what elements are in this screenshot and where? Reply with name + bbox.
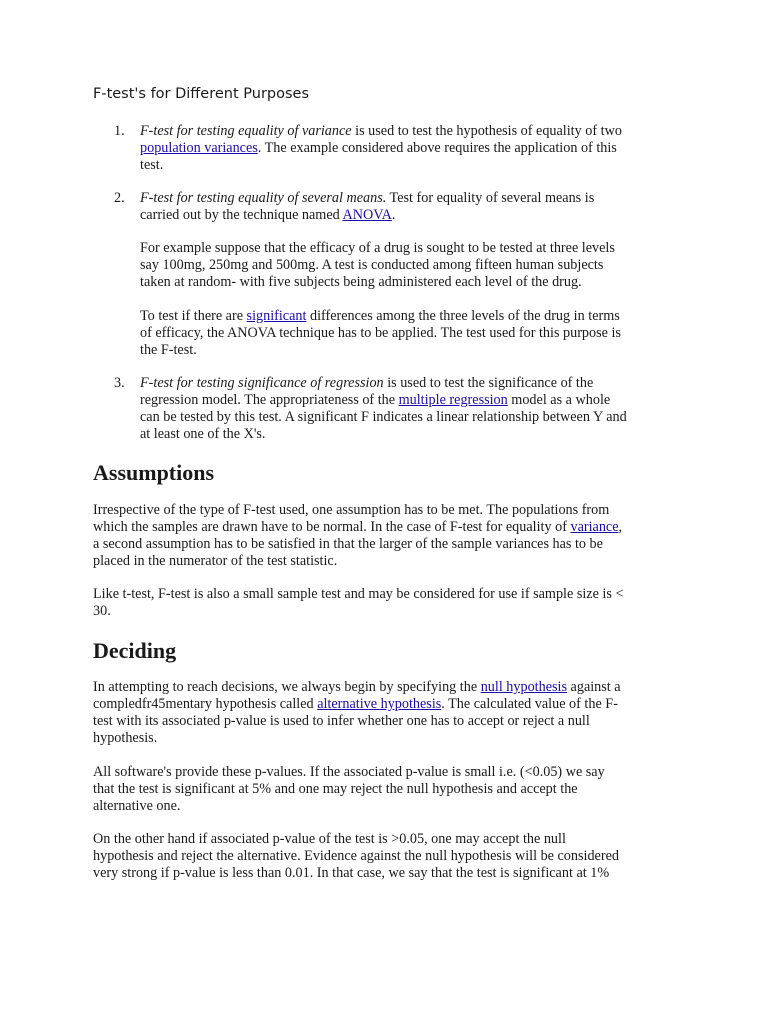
text-run: placed in the numerator of the test statistic. bbox=[93, 553, 338, 569]
italic-term: F-test for testing significance of regression bbox=[140, 375, 384, 391]
list-number: 3. bbox=[114, 375, 125, 391]
text-run: taken at random- with five subjects being administered each level of the drug. bbox=[140, 274, 582, 290]
text-run: 30. bbox=[93, 603, 111, 619]
text-run: a second assumption has to be satisfied in that the larger of the sample variances has to be bbox=[93, 536, 603, 552]
text-run: model as a whole bbox=[507, 392, 611, 408]
text-run: can be tested by this test. A significant F indicates a linear relationship between Y and bbox=[140, 409, 627, 425]
text-run: In attempting to reach decisions, we always begin by specifying the bbox=[93, 679, 481, 695]
text-run: the F-test. bbox=[140, 342, 197, 358]
italic-term: F-test for testing equality of variance bbox=[140, 123, 352, 139]
hyperlink[interactable]: multiple regression bbox=[398, 392, 508, 408]
text-run: test. bbox=[140, 157, 164, 173]
text-run: hypothesis and reject the alternative. Evidence against the null hypothesis will be considered bbox=[93, 848, 619, 864]
hyperlink[interactable]: null hypothesis bbox=[480, 679, 567, 695]
section-heading-deciding: Deciding bbox=[93, 638, 177, 663]
text-line bbox=[93, 586, 683, 603]
text-line bbox=[140, 426, 680, 443]
text-line bbox=[93, 696, 683, 713]
text-run: test with its associated p-value is used to infer whether one has to accept or reject a null bbox=[93, 713, 590, 729]
body-paragraph bbox=[93, 679, 683, 747]
text-line bbox=[93, 502, 683, 519]
text-line bbox=[140, 409, 680, 426]
document-heading: F-test's for Different Purposes bbox=[93, 86, 310, 102]
text-line bbox=[140, 375, 680, 392]
text-run: On the other hand if associated p-value of the test is >0.05, one may accept the null bbox=[93, 831, 566, 847]
text-run: Irrespective of the type of F-test used, one assumption has to be met. The populations from bbox=[93, 502, 610, 518]
list-number: 2. bbox=[114, 190, 125, 206]
text-run: Test for equality of several means is bbox=[386, 190, 595, 206]
text-run: Like t-test, F-test is also a small sample test and may be considered for use if sample size is < bbox=[93, 586, 624, 602]
text-line bbox=[140, 207, 680, 224]
body-paragraph bbox=[93, 764, 683, 815]
text-run: regression model. The appropriateness of the bbox=[140, 392, 399, 408]
text-run: . bbox=[391, 207, 396, 223]
text-run: differences among the three levels of the drug in terms bbox=[306, 308, 620, 324]
text-run: that the test is significant at 5% and one may reject the null hypothesis and accept the bbox=[93, 781, 578, 797]
body-paragraph bbox=[93, 831, 683, 882]
list-paragraph bbox=[140, 308, 680, 359]
hyperlink[interactable]: ANOVA bbox=[342, 207, 392, 223]
text-line bbox=[93, 781, 683, 798]
hyperlink[interactable]: significant bbox=[246, 308, 307, 324]
text-run: is used to test the hypothesis of equality of two bbox=[351, 123, 622, 139]
text-run: All software's provide these p-values. If the associated p-value is small i.e. (<0.05) we say bbox=[93, 764, 605, 780]
text-line bbox=[93, 848, 683, 865]
text-run: very strong if p-value is less than 0.01. In that case, we say that the test is significant at 1% bbox=[93, 865, 610, 881]
text-line bbox=[140, 157, 680, 174]
list-paragraph bbox=[140, 375, 680, 443]
section-heading-assumptions: Assumptions bbox=[93, 460, 215, 485]
text-run: carried out by the technique named bbox=[140, 207, 343, 223]
text-run: against a bbox=[567, 679, 621, 695]
text-line bbox=[93, 679, 683, 696]
text-line bbox=[140, 308, 680, 325]
text-run: at least one of the X's. bbox=[140, 426, 266, 442]
text-line bbox=[140, 240, 680, 257]
text-line bbox=[93, 798, 683, 815]
hyperlink[interactable]: alternative hypothesis bbox=[317, 696, 442, 712]
text-run: which the samples are drawn have to be normal. In the case of F-test for equality of bbox=[93, 519, 571, 535]
text-line bbox=[140, 342, 680, 359]
text-run: , bbox=[618, 519, 623, 535]
list-paragraph bbox=[140, 123, 680, 174]
text-run: To test if there are bbox=[140, 308, 247, 324]
text-line bbox=[93, 603, 683, 620]
text-line bbox=[140, 123, 680, 140]
text-line bbox=[93, 730, 683, 747]
text-line bbox=[140, 257, 680, 274]
text-line bbox=[140, 325, 680, 342]
text-line bbox=[93, 831, 683, 848]
text-line bbox=[93, 536, 683, 553]
body-paragraph bbox=[93, 502, 683, 570]
text-line bbox=[93, 519, 683, 536]
list-paragraph bbox=[140, 190, 680, 224]
italic-term: F-test for testing equality of several means. bbox=[140, 190, 387, 206]
text-line bbox=[140, 274, 680, 291]
text-run: compledfr45mentary hypothesis called bbox=[93, 696, 318, 712]
text-line bbox=[93, 764, 683, 781]
text-line bbox=[93, 865, 683, 882]
text-run: hypothesis. bbox=[93, 730, 158, 746]
text-line bbox=[93, 713, 683, 730]
body-paragraph bbox=[93, 586, 683, 620]
text-run: alternative one. bbox=[93, 798, 181, 814]
text-run: of efficacy, the ANOVA technique has to be applied. The test used for this purpose is bbox=[140, 325, 621, 341]
text-run: say 100mg, 250mg and 500mg. A test is conducted among fifteen human subjects bbox=[140, 257, 604, 273]
list-paragraph bbox=[140, 240, 680, 291]
hyperlink[interactable]: population variances bbox=[140, 140, 258, 156]
list-number: 1. bbox=[114, 123, 125, 139]
text-line bbox=[140, 140, 680, 157]
text-run: . The example considered above requires the application of this bbox=[257, 140, 617, 156]
text-line bbox=[93, 553, 683, 570]
text-line bbox=[140, 190, 680, 207]
text-run: For example suppose that the efficacy of a drug is sought to be tested at three levels bbox=[140, 240, 615, 256]
hyperlink[interactable]: variance bbox=[570, 519, 619, 535]
text-run: . The calculated value of the F- bbox=[441, 696, 618, 712]
text-line bbox=[140, 392, 680, 409]
text-run: is used to test the significance of the bbox=[383, 375, 594, 391]
